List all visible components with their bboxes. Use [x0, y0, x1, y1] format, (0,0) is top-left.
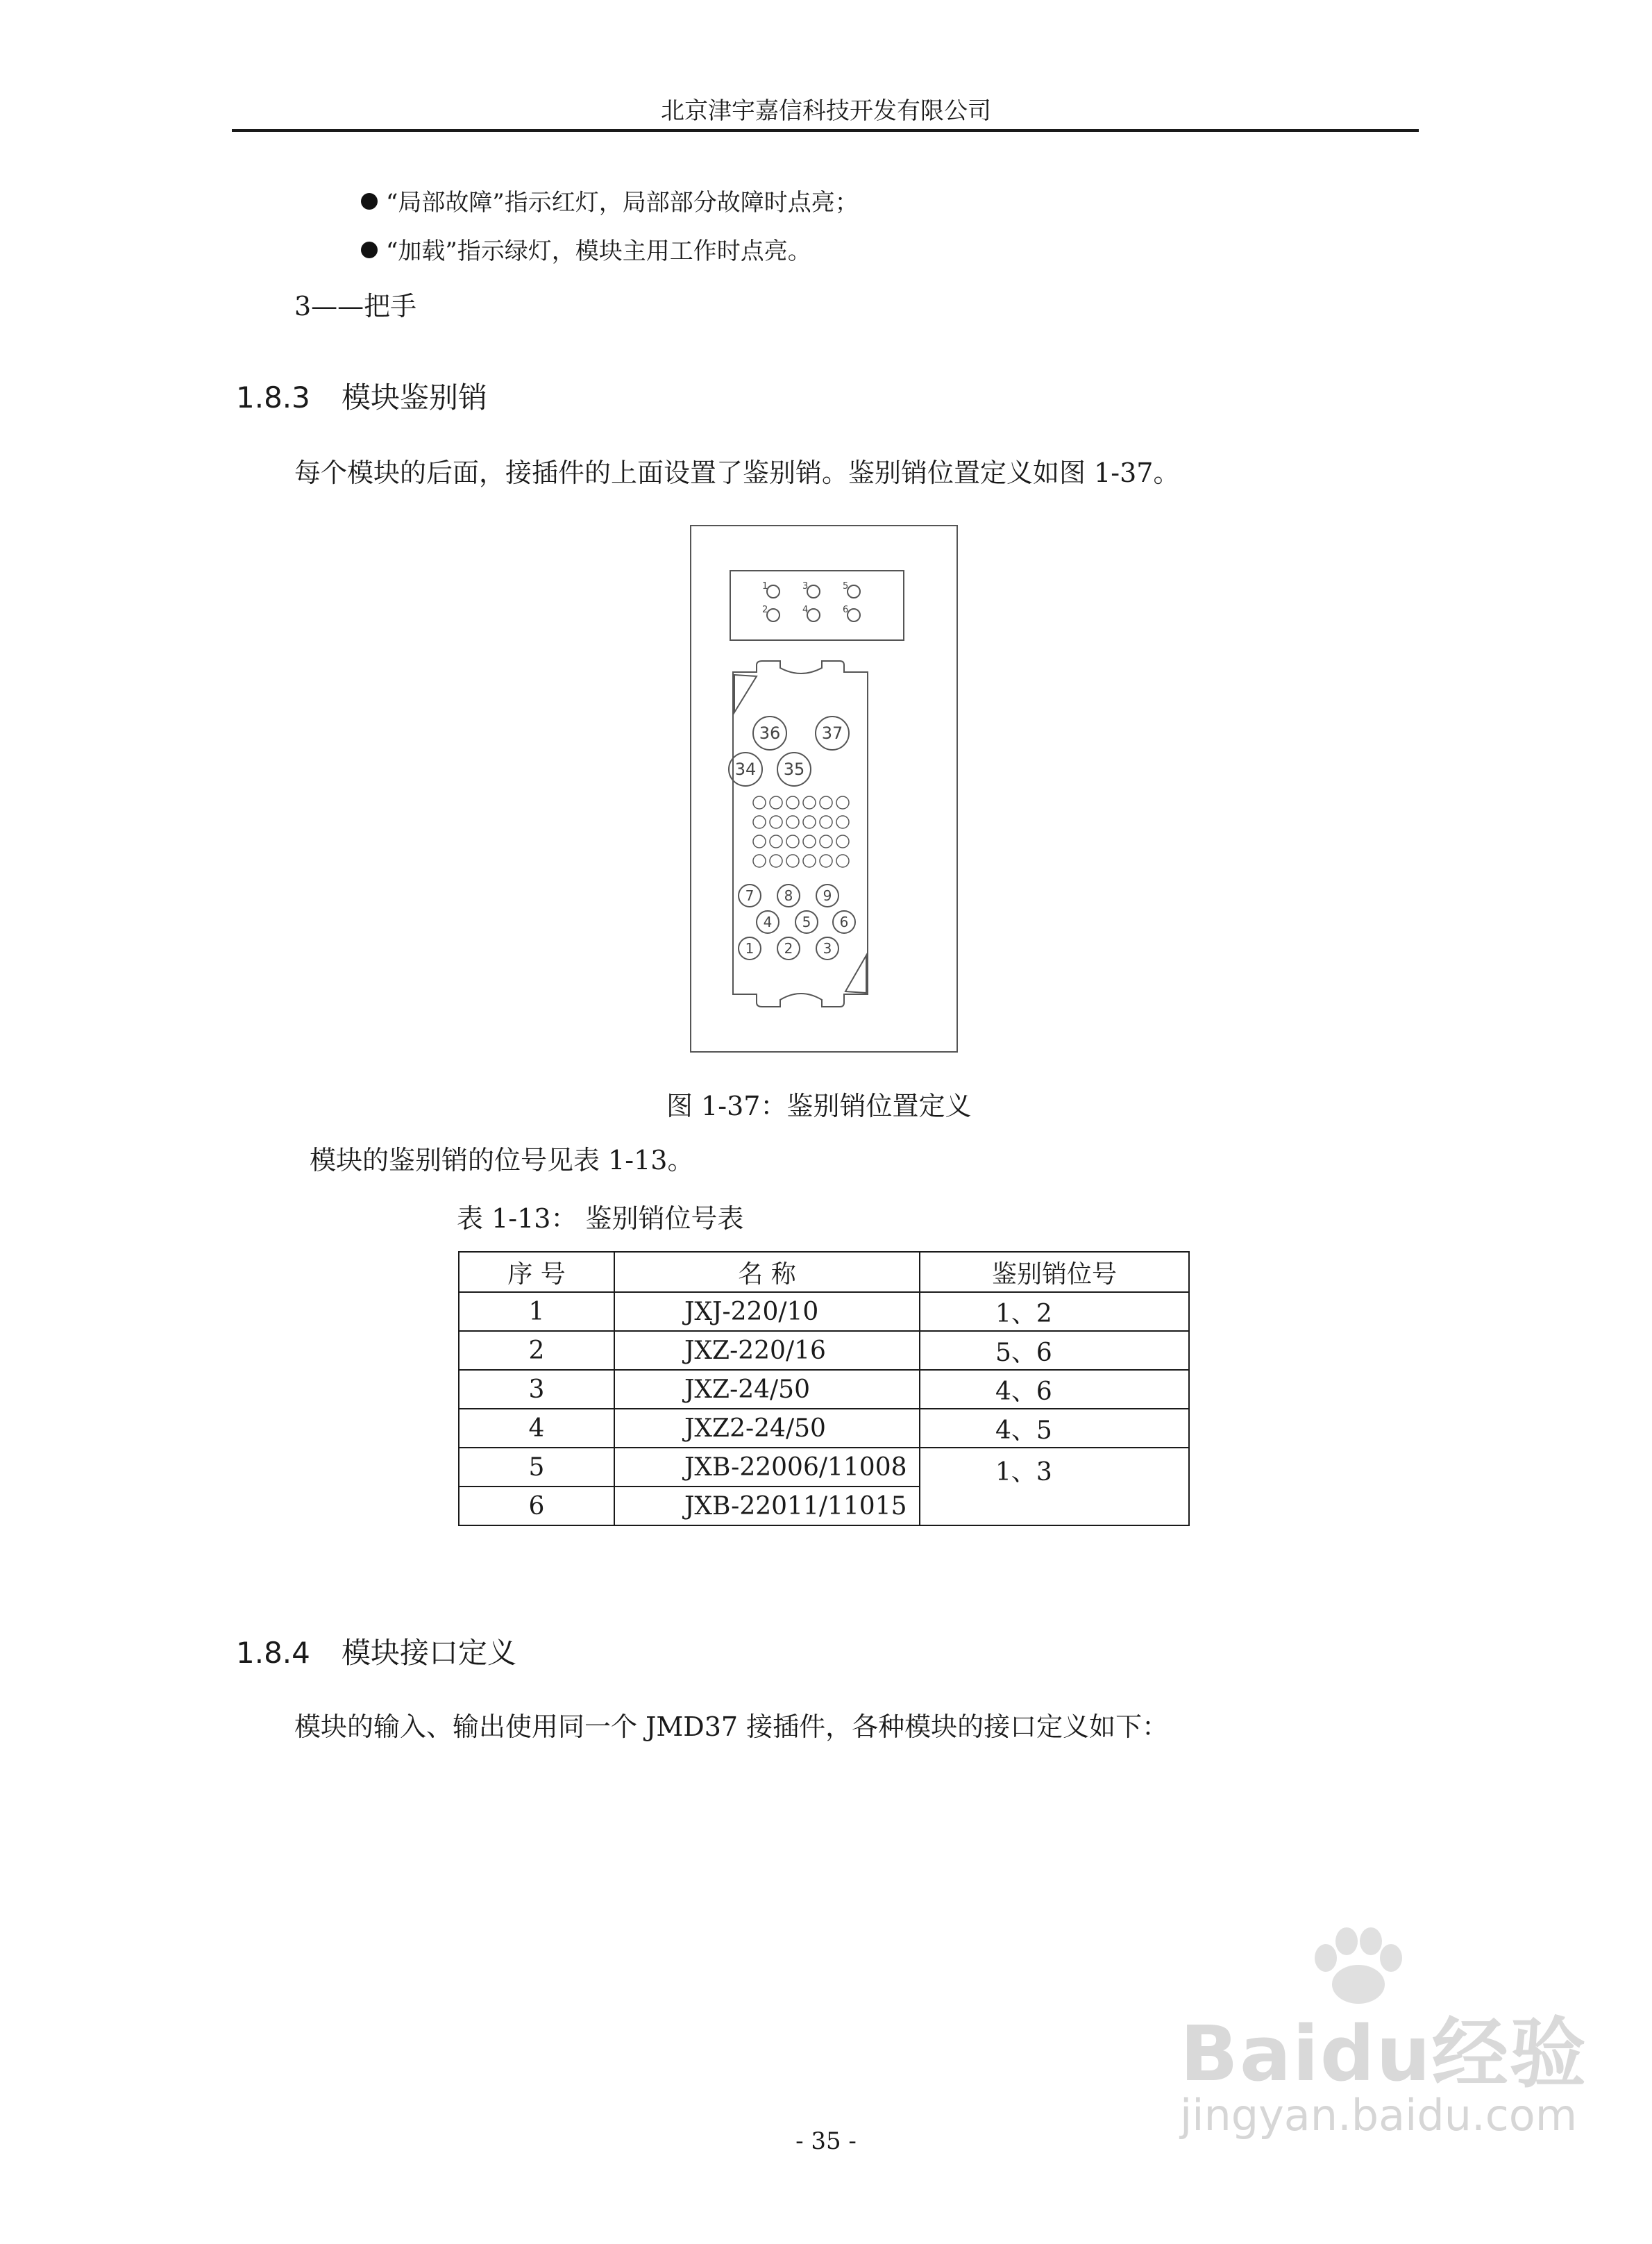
- pin-marker: [843, 581, 860, 598]
- table-row: [459, 1409, 1189, 1448]
- contact-small: [753, 816, 766, 828]
- pin-table: [458, 1251, 1190, 1526]
- contact-label: 36: [759, 723, 781, 743]
- section-heading-183: [236, 375, 487, 417]
- contact-label: 34: [734, 760, 757, 779]
- cell-pins: 5、6: [920, 1331, 1189, 1370]
- cell-no: 2: [459, 1331, 614, 1370]
- contact-numbered: [777, 937, 800, 960]
- pin-marker: [762, 581, 779, 598]
- contact-label: 1: [745, 940, 755, 957]
- contact-small: [820, 835, 832, 848]
- pin-label: 6: [843, 605, 849, 615]
- section-183-intro: 每个模块的后面，接插件的上面设置了鉴别销。鉴别销位置定义如图 1-37。: [294, 458, 1180, 488]
- header-pins: 鉴别销位号: [920, 1252, 1189, 1292]
- contact-small: [770, 855, 782, 867]
- contact-small: [820, 855, 832, 867]
- contact-small: [820, 796, 832, 809]
- contact-small: [786, 816, 799, 828]
- contact-label: 7: [745, 887, 755, 904]
- contact-label: 2: [784, 940, 793, 957]
- contact-small: [803, 796, 816, 809]
- contact-large: [729, 753, 762, 786]
- contact-label: 5: [802, 914, 811, 930]
- cell-no: 4: [459, 1409, 614, 1448]
- contact-numbered: [739, 885, 761, 907]
- cell-no: 5: [459, 1448, 614, 1487]
- table-caption: 表 1-13： 鉴别销位号表: [457, 1203, 744, 1234]
- contact-label: 3: [823, 940, 832, 957]
- pin-positions: [762, 581, 860, 621]
- pin-label: 2: [762, 605, 768, 615]
- table-row: [459, 1370, 1189, 1409]
- watermark-url: jingyan.baidu.com: [1180, 2090, 1578, 2141]
- page-header: 北京津宇嘉信科技开发有限公司: [661, 97, 991, 125]
- contact-small: [770, 835, 782, 848]
- contact-numbered: [833, 911, 855, 933]
- figure-caption: 图 1-37：鉴别销位置定义: [666, 1091, 972, 1121]
- cell-pins: 4、5: [920, 1409, 1189, 1448]
- header-name: 名 称: [614, 1252, 920, 1292]
- bullet-text: “加载”指示绿灯，模块主用工作时点亮。: [386, 237, 811, 265]
- contact-small: [820, 816, 832, 828]
- contact-small: [803, 816, 816, 828]
- contact-label: 9: [823, 887, 832, 904]
- header-rule: [232, 129, 1419, 132]
- cell-pins: 4、6: [920, 1370, 1189, 1409]
- contact-small: [803, 855, 816, 867]
- contact-small: [753, 835, 766, 848]
- section-number: 1.8.3: [236, 380, 310, 415]
- cell-no: 1: [459, 1292, 614, 1331]
- section-title: 模块接口定义: [342, 1636, 517, 1670]
- section-title: 模块鉴别销: [342, 380, 488, 415]
- pin-position-figure: [690, 525, 958, 1053]
- contact-numbered: [757, 911, 779, 933]
- contact-small: [770, 816, 782, 828]
- table-reference-text: 模块的鉴别销的位号见表 1-13。: [310, 1145, 694, 1175]
- contact-small: [770, 796, 782, 809]
- item-3-text: 3——把手: [294, 291, 417, 321]
- contact-numbered: [816, 937, 838, 960]
- cell-no: 6: [459, 1487, 614, 1525]
- cell-no: 3: [459, 1370, 614, 1409]
- contact-label: 6: [839, 914, 849, 930]
- header-no: 序 号: [459, 1252, 614, 1292]
- pin-label: 1: [762, 581, 768, 592]
- contact-small: [753, 855, 766, 867]
- contact-small: [786, 835, 799, 848]
- cell-name: JXZ-24/50: [614, 1370, 920, 1409]
- cell-name: JXJ-220/10: [614, 1292, 920, 1331]
- table-row: [459, 1331, 1189, 1370]
- page-number: - 35 -: [795, 2127, 857, 2155]
- contact-numbered: [816, 885, 838, 907]
- pin-marker: [802, 605, 820, 621]
- cell-pins: 1、2: [920, 1292, 1189, 1331]
- pin-marker: [802, 581, 820, 598]
- contact-small: [753, 796, 766, 809]
- bullet-text: “局部故障”指示红灯，局部部分故障时点亮；: [386, 189, 859, 217]
- cell-name: JXB-22011/11015: [614, 1487, 920, 1525]
- contact-small: [803, 835, 816, 848]
- contact-small: [836, 855, 849, 867]
- section-number: 1.8.4: [236, 1636, 310, 1670]
- contact-large: [777, 753, 811, 786]
- connector-contacts: [729, 717, 855, 960]
- contact-label: 8: [784, 887, 793, 904]
- cell-name: JXZ-220/16: [614, 1331, 920, 1370]
- table-row: [459, 1448, 1189, 1487]
- contact-label: 35: [783, 760, 805, 779]
- contact-small: [836, 835, 849, 848]
- cell-name: JXZ2-24/50: [614, 1409, 920, 1448]
- contact-numbered: [795, 911, 818, 933]
- section-heading-184: [236, 1630, 516, 1672]
- bullet-dot-icon: [361, 242, 378, 258]
- pin-marker: [843, 605, 860, 621]
- contact-small: [836, 796, 849, 809]
- table-row: [459, 1292, 1189, 1331]
- table-header-row: [459, 1252, 1189, 1292]
- pin-label: 4: [802, 605, 809, 615]
- bullet-item: [361, 232, 811, 266]
- pin-marker: [762, 605, 779, 621]
- contact-label: 37: [821, 723, 843, 743]
- cell-pins: 1、3: [920, 1448, 1189, 1525]
- contact-small: [786, 796, 799, 809]
- contact-numbered: [777, 885, 800, 907]
- pin-label: 3: [802, 581, 809, 592]
- contact-label: 4: [763, 914, 773, 930]
- contact-numbered: [739, 937, 761, 960]
- cell-name: JXB-22006/11008: [614, 1448, 920, 1487]
- contact-large: [753, 717, 786, 750]
- section-184-intro: 模块的输入、输出使用同一个 JMD37 接插件，各种模块的接口定义如下：: [294, 1711, 1169, 1742]
- bullet-dot-icon: [361, 193, 378, 210]
- bullet-item: [361, 183, 859, 217]
- pin-label: 5: [843, 581, 849, 592]
- contact-small: [786, 855, 799, 867]
- contact-small: [836, 816, 849, 828]
- watermark-brand: Baidu经验: [1180, 2009, 1587, 2098]
- contact-large: [816, 717, 849, 750]
